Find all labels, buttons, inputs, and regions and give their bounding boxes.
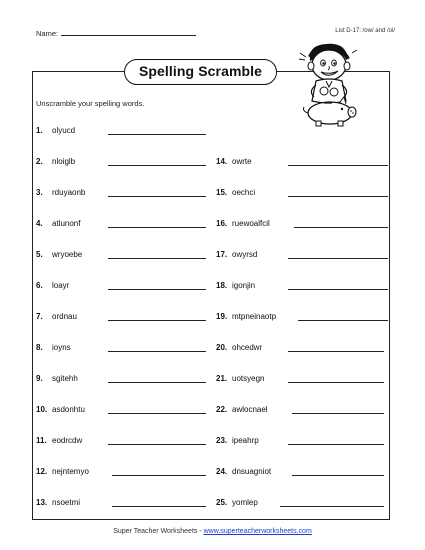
item-number: 15.: [216, 188, 228, 197]
answer-line[interactable]: [108, 320, 206, 321]
item-number: 25.: [216, 498, 228, 507]
item-number: 13.: [36, 498, 48, 507]
answer-line[interactable]: [108, 196, 206, 197]
word-item: [216, 467, 271, 476]
answer-line[interactable]: [288, 444, 384, 445]
word-item: [36, 343, 71, 352]
scrambled-word: loayr: [52, 281, 70, 290]
word-item: [36, 436, 82, 445]
answer-line[interactable]: [108, 165, 206, 166]
answer-line[interactable]: [280, 506, 384, 507]
scrambled-word: awlocnael: [232, 405, 268, 414]
scrambled-word: owyrsd: [232, 250, 258, 259]
word-item: [36, 498, 80, 507]
item-number: 6.: [36, 281, 43, 290]
scrambled-word: uotsyegn: [232, 374, 265, 383]
answer-line[interactable]: [288, 165, 388, 166]
scrambled-word: rduyaonb: [52, 188, 86, 197]
answer-line[interactable]: [294, 227, 388, 228]
scrambled-word: ioyns: [52, 343, 71, 352]
item-number: 24.: [216, 467, 228, 476]
item-number: 20.: [216, 343, 228, 352]
item-number: 21.: [216, 374, 228, 383]
name-blank[interactable]: [61, 27, 196, 36]
answer-line[interactable]: [292, 413, 384, 414]
item-number: 12.: [36, 467, 48, 476]
scrambled-word: wryoebe: [52, 250, 83, 259]
item-number: 23.: [216, 436, 228, 445]
scrambled-word: olyucd: [52, 126, 76, 135]
item-number: 3.: [36, 188, 43, 197]
scrambled-word: mtpneinaotp: [232, 312, 277, 321]
word-item: [216, 343, 262, 352]
word-item: [36, 157, 75, 166]
item-number: 2.: [36, 157, 43, 166]
item-number: 1.: [36, 126, 43, 135]
scrambled-word: igonjin: [232, 281, 256, 290]
item-number: 8.: [36, 343, 43, 352]
answer-line[interactable]: [288, 351, 384, 352]
word-item: [216, 250, 257, 259]
answer-line[interactable]: [298, 320, 388, 321]
answer-line[interactable]: [108, 258, 206, 259]
word-item: [216, 374, 264, 383]
answer-line[interactable]: [108, 134, 206, 135]
word-item: [216, 312, 276, 321]
scrambled-word: owrte: [232, 157, 252, 166]
answer-line[interactable]: [108, 351, 206, 352]
answer-line[interactable]: [288, 382, 384, 383]
item-number: 19.: [216, 312, 228, 321]
scrambled-word: ohcedwr: [232, 343, 263, 352]
scrambled-word: atlunonf: [52, 219, 81, 228]
footer: [0, 528, 425, 535]
scrambled-word: asdonhtu: [52, 405, 85, 414]
boy-with-piggy-bank-icon: [296, 39, 362, 127]
word-item: [216, 157, 252, 166]
scrambled-word: nsoetmi: [52, 498, 81, 507]
item-number: 9.: [36, 374, 43, 383]
answer-line[interactable]: [108, 413, 206, 414]
answer-line[interactable]: [108, 289, 206, 290]
item-number: 7.: [36, 312, 43, 321]
item-number: 10.: [36, 405, 48, 414]
scrambled-word: ipeahrp: [232, 436, 259, 445]
answer-line[interactable]: [292, 475, 384, 476]
scrambled-word: ordnau: [52, 312, 77, 321]
list-label: List D-17: /ow/ and /oi/: [335, 28, 395, 34]
item-number: 11.: [36, 436, 47, 445]
scrambled-word: yomlep: [232, 498, 258, 507]
word-item: [216, 281, 255, 290]
scrambled-word: sgitehh: [52, 374, 78, 383]
scrambled-word: nejntemyo: [52, 467, 89, 476]
word-item: [36, 374, 78, 383]
word-item: [216, 219, 270, 228]
name-field-row: [36, 27, 196, 38]
item-number: 14.: [216, 157, 228, 166]
scrambled-word: eodrcdw: [52, 436, 83, 445]
scrambled-word: dnsuagniot: [232, 467, 272, 476]
name-label: Name:: [36, 29, 59, 38]
answer-line[interactable]: [288, 289, 388, 290]
answer-line[interactable]: [288, 196, 388, 197]
answer-line[interactable]: [108, 444, 206, 445]
item-number: 16.: [216, 219, 228, 228]
word-item: [36, 126, 75, 135]
item-number: 5.: [36, 250, 43, 259]
word-item: [216, 188, 255, 197]
word-item: [216, 405, 268, 414]
word-item: [36, 312, 77, 321]
item-number: 4.: [36, 219, 43, 228]
word-item: [36, 250, 82, 259]
word-item: [36, 467, 89, 476]
item-number: 18.: [216, 281, 228, 290]
item-number: 22.: [216, 405, 228, 414]
scrambled-word: nloiglb: [52, 157, 76, 166]
word-item: [36, 188, 85, 197]
answer-line[interactable]: [108, 382, 206, 383]
footer-link[interactable]: www.superteacherworksheets.com: [203, 528, 312, 535]
item-number: 17.: [216, 250, 228, 259]
answer-line[interactable]: [112, 506, 206, 507]
answer-line[interactable]: [288, 258, 388, 259]
word-item: [216, 436, 259, 445]
word-item: [216, 498, 258, 507]
scrambled-word: ruewoalfcil: [232, 219, 270, 228]
answer-line[interactable]: [112, 475, 206, 476]
instructions: Unscramble your spelling words.: [36, 99, 145, 108]
scrambled-word: oechci: [232, 188, 256, 197]
word-item: [36, 219, 80, 228]
worksheet-title: Spelling Scramble: [124, 59, 277, 85]
word-item: [36, 405, 85, 414]
worksheet-frame: [32, 71, 390, 520]
answer-line[interactable]: [108, 227, 206, 228]
word-item: [36, 281, 69, 290]
footer-text: Super Teacher Worksheets -: [113, 528, 204, 535]
